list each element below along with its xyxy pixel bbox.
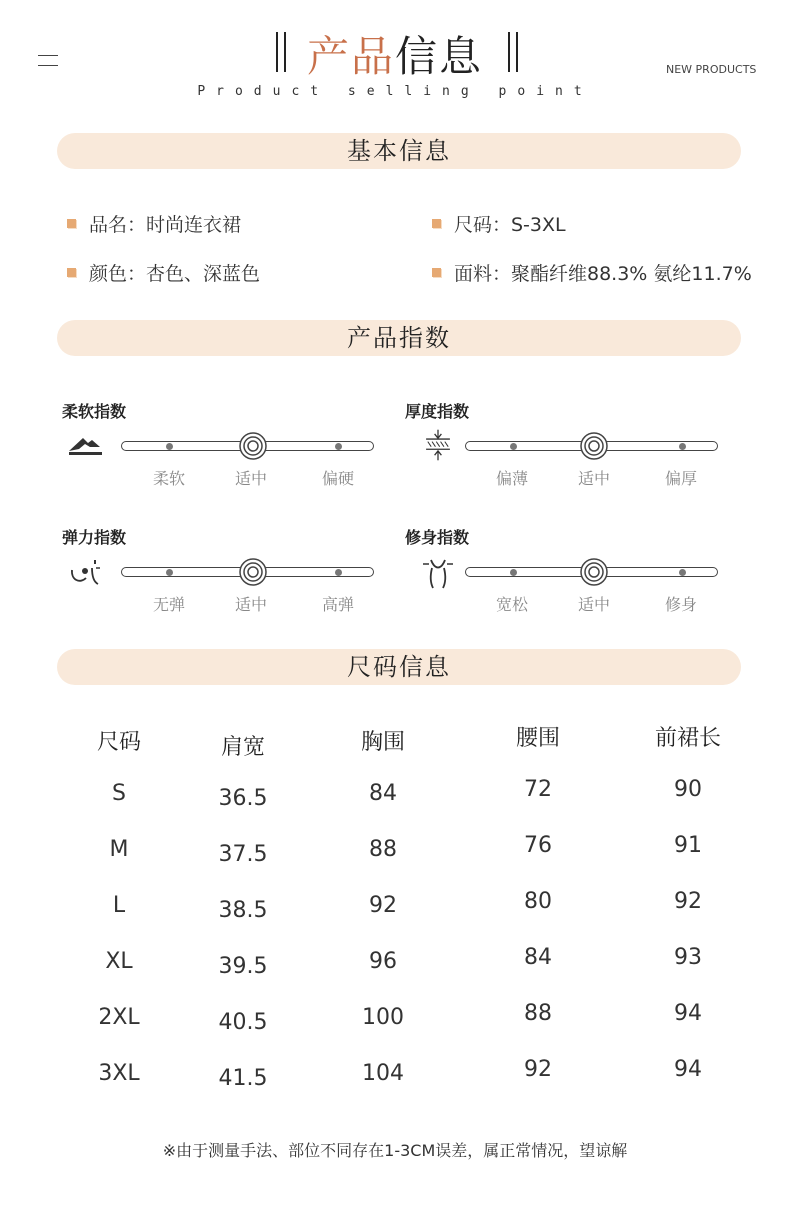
table-cell: 2XL — [98, 1005, 140, 1030]
measurement-note: ※由于测量手法、部位不同存在1-3CM误差，属正常情况，望谅解 — [162, 1141, 628, 1160]
index-dot — [166, 569, 173, 576]
index-title-elasticity: 弹力指数 — [62, 528, 127, 547]
table-cell: 94 — [674, 1001, 702, 1026]
table-cell: 96 — [369, 949, 397, 974]
index-label: 高弹 — [321, 595, 354, 614]
info-item-name — [67, 210, 241, 237]
fit-icon — [421, 556, 455, 590]
table-header-cell: 腰围 — [515, 726, 560, 751]
index-label: 偏薄 — [495, 469, 528, 488]
index-dot — [510, 569, 517, 576]
index-label-selected: 适中 — [577, 595, 610, 614]
table-header-cell: 胸围 — [360, 730, 405, 755]
table-cell: 90 — [674, 777, 702, 802]
table-cell: 39.5 — [218, 954, 268, 979]
info-text: 品名：时尚连衣裙 — [89, 214, 242, 236]
index-dot — [679, 443, 686, 450]
table-cell: 37.5 — [218, 842, 268, 867]
index-label: 修身 — [664, 595, 697, 614]
index-label: 柔软 — [152, 469, 185, 488]
bullet-icon — [432, 219, 441, 228]
index-label: 偏厚 — [664, 469, 697, 488]
index-knob-softness — [239, 432, 267, 460]
index-knob-elasticity — [239, 558, 267, 586]
table-cell: 3XL — [98, 1061, 140, 1086]
table-header-cell: 前裙长 — [654, 726, 721, 751]
index-title-fit: 修身指数 — [405, 528, 470, 547]
table-cell: 94 — [674, 1057, 702, 1082]
index-knob-fit — [580, 558, 608, 586]
table-cell: 36.5 — [218, 786, 268, 811]
section-size-info: 尺码信息 — [57, 649, 741, 685]
info-item-color — [67, 259, 260, 286]
table-cell: M — [109, 837, 129, 862]
table-cell: 92 — [369, 893, 397, 918]
thickness-icon — [421, 428, 455, 462]
index-label: 偏硬 — [321, 469, 354, 488]
title-accent: 产品 — [306, 32, 395, 81]
table-cell: 40.5 — [218, 1010, 268, 1035]
section-basic-info: 基本信息 — [57, 133, 741, 169]
new-products-label: NEW PRODUCTS — [666, 63, 757, 76]
index-dot — [335, 443, 342, 450]
index-dot — [510, 443, 517, 450]
table-cell: 92 — [524, 1057, 552, 1082]
index-dot — [166, 443, 173, 450]
section-product-index: 产品指数 — [57, 320, 741, 356]
table-cell: 84 — [369, 781, 397, 806]
info-text: 颜色：杏色、深蓝色 — [89, 263, 261, 285]
index-label-selected: 适中 — [234, 469, 267, 488]
bullet-icon — [67, 268, 76, 277]
softness-icon — [68, 430, 102, 464]
table-cell: 84 — [524, 945, 552, 970]
table-cell: 104 — [362, 1061, 404, 1086]
table-cell: 41.5 — [218, 1066, 268, 1091]
page-subtitle: Product selling point — [197, 84, 593, 99]
table-cell: 100 — [362, 1005, 404, 1030]
index-knob-thickness — [580, 432, 608, 460]
index-title-softness: 柔软指数 — [62, 402, 127, 421]
table-cell: 93 — [674, 945, 702, 970]
elasticity-icon — [68, 556, 102, 590]
table-cell: L — [112, 893, 126, 918]
table-cell: XL — [105, 949, 133, 974]
table-cell: 72 — [524, 777, 552, 802]
info-text: 尺码：S-3XL — [454, 214, 566, 236]
index-label-selected: 适中 — [577, 469, 610, 488]
bullet-icon — [432, 268, 441, 277]
index-title-thickness: 厚度指数 — [405, 402, 470, 421]
index-label: 无弹 — [152, 595, 185, 614]
title-main: 信息 — [395, 32, 484, 81]
index-label: 宽松 — [495, 595, 528, 614]
table-cell: 91 — [674, 833, 702, 858]
bullet-icon — [67, 219, 76, 228]
table-cell: 88 — [524, 1001, 552, 1026]
table-cell: 76 — [524, 833, 552, 858]
table-cell: 92 — [674, 889, 702, 914]
table-cell: 38.5 — [218, 898, 268, 923]
info-text: 面料：聚酯纤维88.3% 氨纶11.7% — [454, 263, 752, 285]
index-label-selected: 适中 — [234, 595, 267, 614]
table-cell: S — [112, 781, 126, 806]
index-dot — [679, 569, 686, 576]
index-dot — [335, 569, 342, 576]
info-item-size — [432, 210, 566, 237]
table-header-cell: 尺码 — [96, 730, 141, 755]
table-cell: 88 — [369, 837, 397, 862]
table-header-cell: 肩宽 — [220, 735, 265, 760]
table-cell: 80 — [524, 889, 552, 914]
info-item-fabric — [432, 259, 752, 286]
